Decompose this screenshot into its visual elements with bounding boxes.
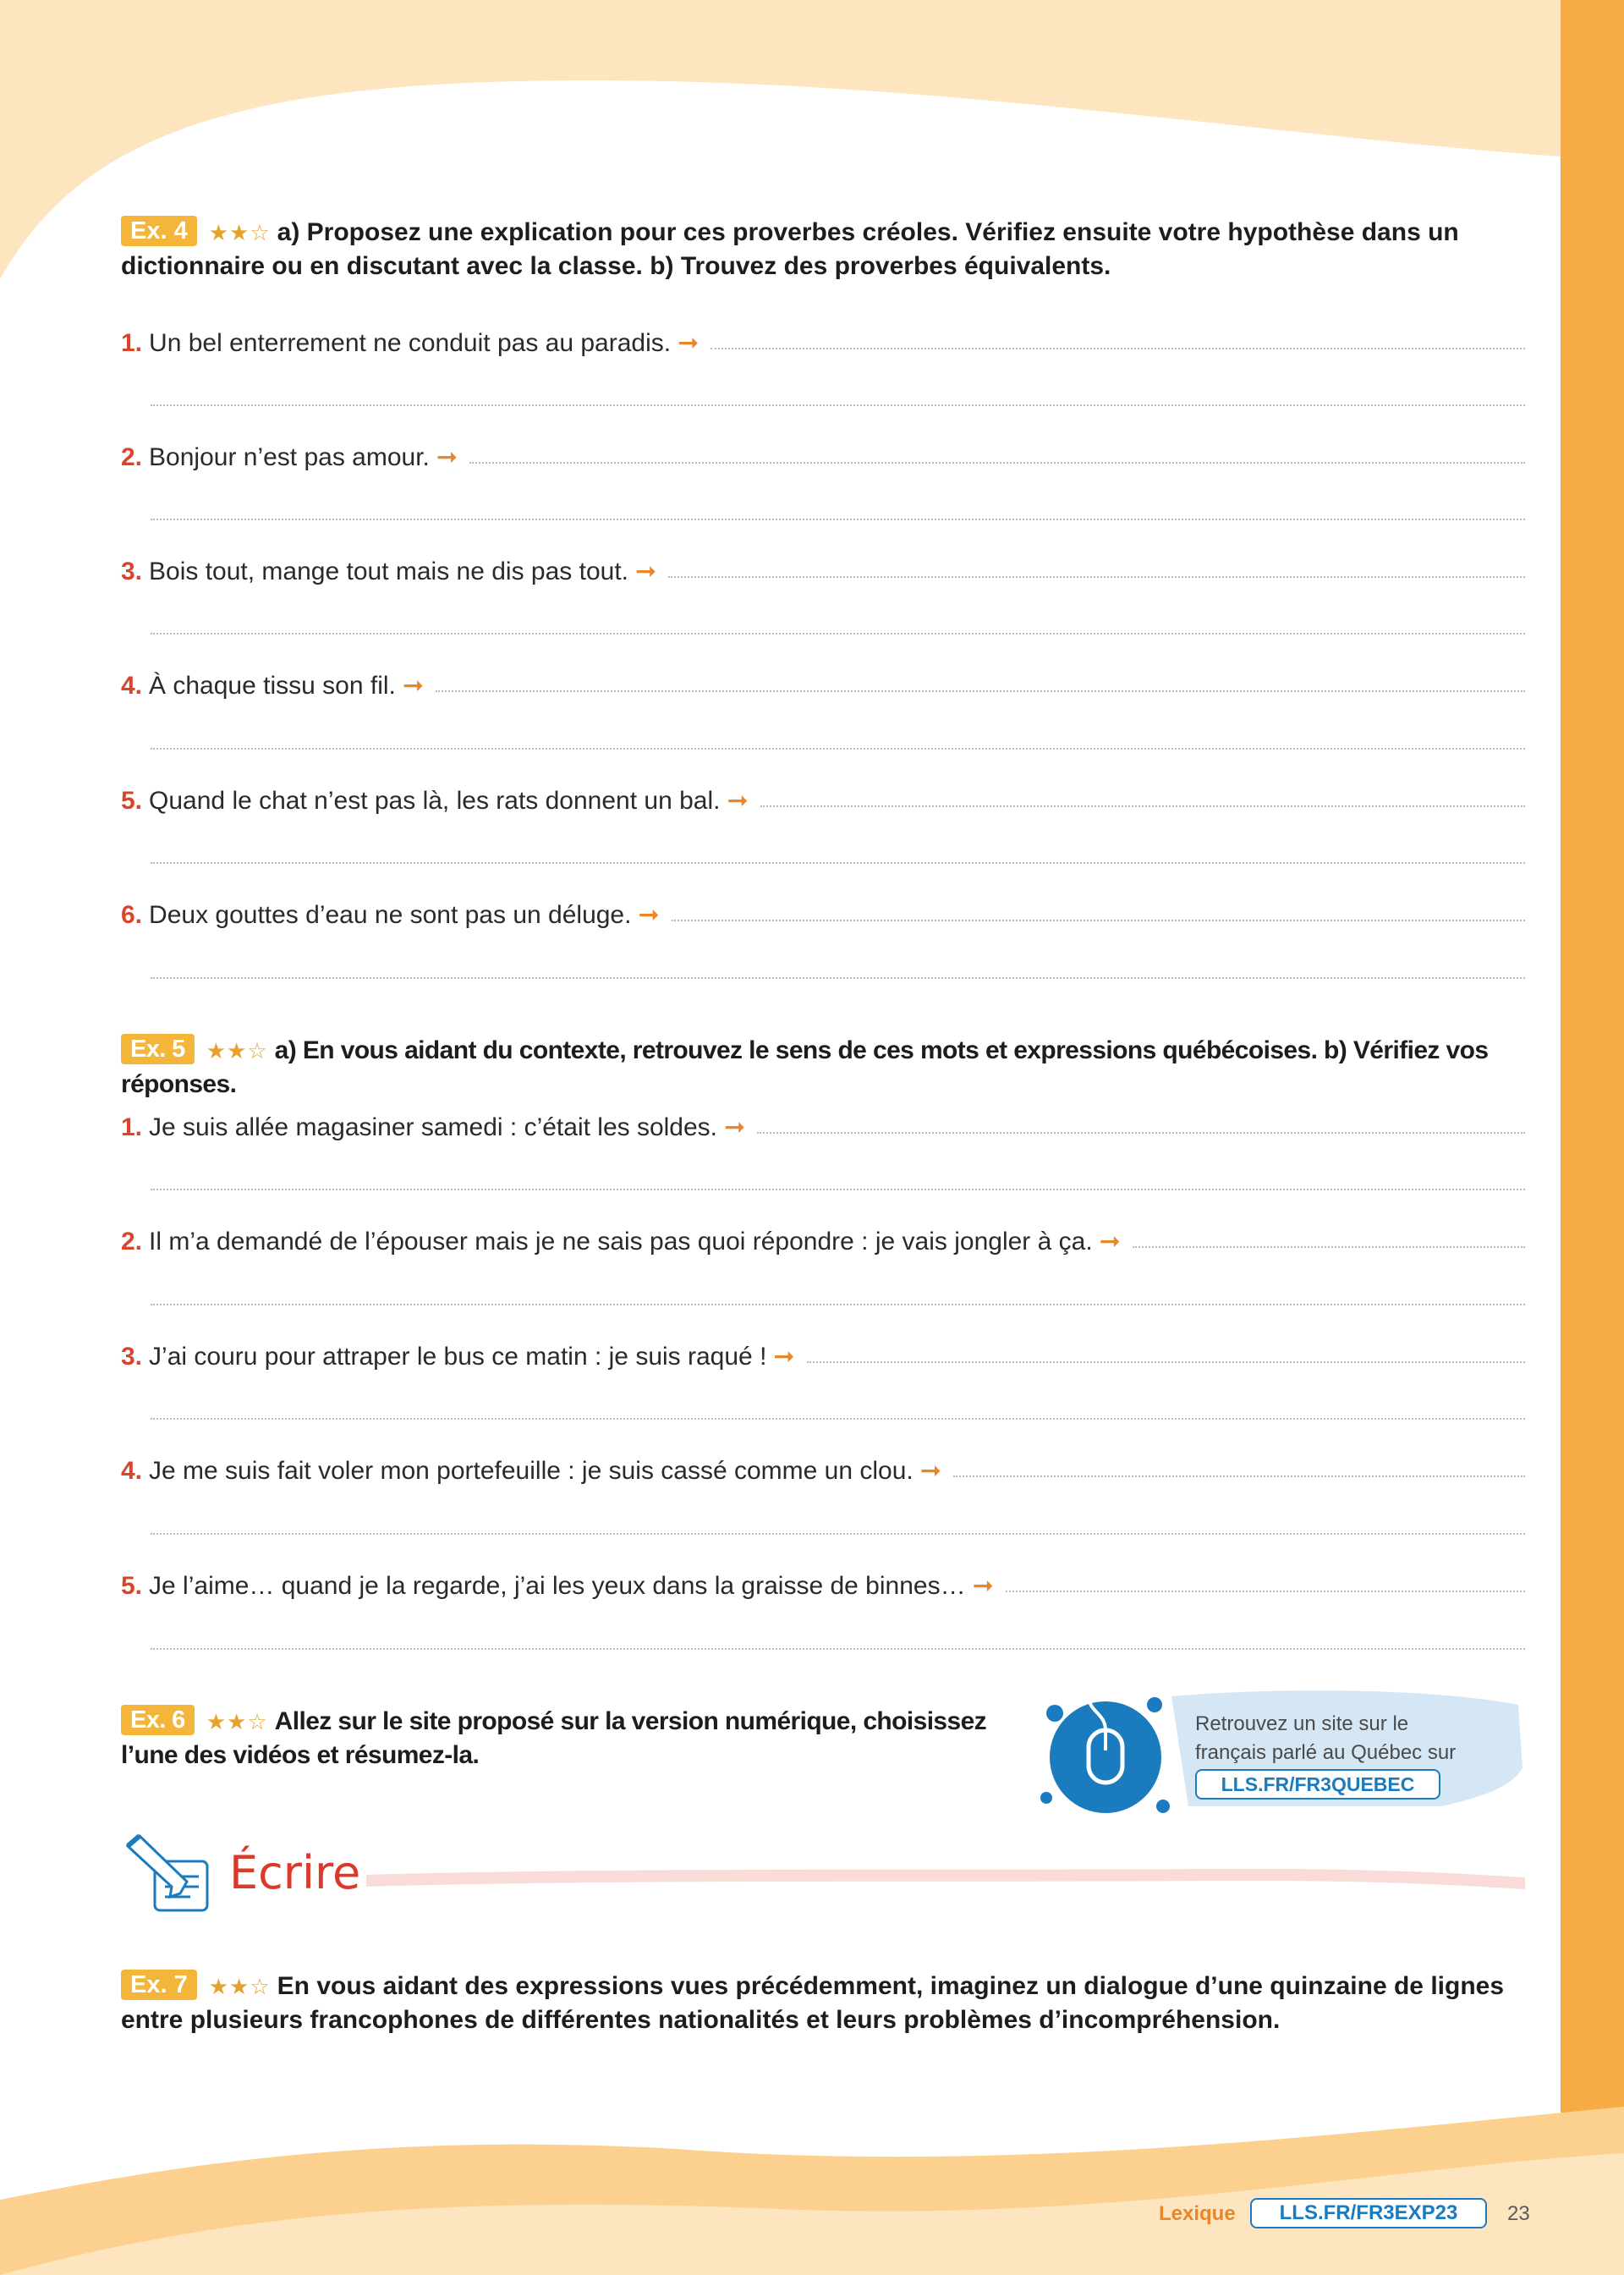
exercise-5-item-2: 2. Il m’a demandé de l’épouser mais je ne sais pas quoi répondre : je vais jongler à ça. ➞ bbox=[121, 1223, 1525, 1256]
answer-line[interactable] bbox=[151, 1418, 1525, 1420]
exercise-4-item-6: 6. Deux gouttes d’eau ne sont pas un déluge. ➞ bbox=[121, 896, 1525, 930]
exercise-5-item-4: 4. Je me suis fait voler mon portefeuille : je suis cassé comme un clou. ➞ bbox=[121, 1452, 1525, 1486]
arrow-right-icon: ➞ bbox=[638, 901, 660, 929]
answer-line[interactable] bbox=[151, 1533, 1525, 1535]
arrow-right-icon: ➞ bbox=[1099, 1228, 1121, 1256]
answer-line[interactable] bbox=[1006, 1591, 1525, 1592]
writing-pencil-icon bbox=[121, 1827, 231, 1921]
exercise-5-instructions: Ex. 5 ★★☆ a) En vous aidant du contexte, retrouvez le sens de ces mots et expressions québécoises. b) Vérifiez vos réponses. bbox=[121, 1036, 1489, 1098]
answer-line[interactable] bbox=[151, 1648, 1525, 1650]
exercise-6-badge: Ex. 6 bbox=[121, 1705, 195, 1735]
web-resource-line-2: français parlé au Québec sur bbox=[1195, 1741, 1457, 1764]
answer-line[interactable] bbox=[436, 690, 1525, 692]
web-resource-line-1: Retrouvez un site sur le bbox=[1195, 1712, 1409, 1735]
answer-line[interactable] bbox=[151, 977, 1525, 979]
exercise-5-badge: Ex. 5 bbox=[121, 1034, 195, 1064]
difficulty-stars-icon: ★★☆ bbox=[208, 1974, 271, 1999]
arrow-right-icon: ➞ bbox=[635, 558, 657, 585]
answer-line[interactable] bbox=[151, 1189, 1525, 1190]
exercise-4-instructions: Ex. 4 ★★☆ a) Proposez une explication pour ces proverbes créoles. Vérifiez ensuite votre hypothèse dans un dictionnaire ou en discutant avec la classe. b) Trouvez des proverbes équivalents. bbox=[121, 217, 1459, 280]
footer-link[interactable]: LLS.FR/FR3EXP23 bbox=[1250, 2198, 1487, 2228]
exercise-5-item-1: 1. Je suis allée magasiner samedi : c’était les soldes. ➞ bbox=[121, 1108, 1525, 1142]
section-title: Écrire bbox=[229, 1846, 361, 1899]
answer-line[interactable] bbox=[1133, 1246, 1525, 1248]
web-resource-box bbox=[1036, 1679, 1527, 1832]
arrow-right-icon: ➞ bbox=[919, 1457, 941, 1485]
arrow-right-icon: ➞ bbox=[436, 443, 458, 471]
difficulty-stars-icon: ★★☆ bbox=[206, 1709, 268, 1734]
footer-section-label: Lexique bbox=[1159, 2202, 1236, 2225]
mouse-splash-icon bbox=[1036, 1679, 1171, 1832]
answer-line[interactable] bbox=[151, 404, 1525, 406]
exercise-4-item-4: 4. À chaque tissu son fil. ➞ bbox=[121, 667, 1525, 701]
answer-line[interactable] bbox=[760, 805, 1525, 807]
difficulty-stars-icon: ★★☆ bbox=[208, 220, 271, 245]
answer-line[interactable] bbox=[807, 1361, 1525, 1363]
arrow-right-icon: ➞ bbox=[727, 787, 749, 815]
arrow-right-icon: ➞ bbox=[724, 1113, 746, 1141]
exercise-4-item-1: 1. Un bel enterrement ne conduit pas au paradis. ➞ bbox=[121, 324, 1525, 358]
answer-line[interactable] bbox=[710, 348, 1525, 349]
arrow-right-icon: ➞ bbox=[972, 1572, 994, 1600]
section-header-ecrire bbox=[121, 1827, 1525, 1921]
exercise-4-item-5: 5. Quand le chat n’est pas là, les rats donnent un bal. ➞ bbox=[121, 782, 1525, 816]
arrow-right-icon: ➞ bbox=[402, 672, 424, 700]
answer-line[interactable] bbox=[953, 1475, 1525, 1477]
page-number: 23 bbox=[1507, 2202, 1530, 2225]
answer-line[interactable] bbox=[672, 920, 1525, 921]
section-divider bbox=[366, 1868, 1525, 1893]
exercise-5-item-3: 3. J’ai couru pour attraper le bus ce matin : je suis raqué ! ➞ bbox=[121, 1338, 1525, 1371]
exercise-7-badge: Ex. 7 bbox=[121, 1970, 197, 2000]
exercise-4-item-2: 2. Bonjour n’est pas amour. ➞ bbox=[121, 438, 1525, 472]
answer-line[interactable] bbox=[151, 633, 1525, 635]
difficulty-stars-icon: ★★☆ bbox=[206, 1038, 268, 1063]
exercise-5-item-5: 5. Je l’aime… quand je la regarde, j’ai les yeux dans la graisse de binnes… ➞ bbox=[121, 1567, 1525, 1601]
arrow-right-icon: ➞ bbox=[678, 329, 700, 357]
answer-line[interactable] bbox=[151, 1304, 1525, 1305]
exercise-6-instructions: Ex. 6 ★★☆ Allez sur le site proposé sur la version numérique, choisissez l’une des vidéos et résumez-la. bbox=[121, 1706, 987, 1769]
web-resource-link[interactable]: LLS.FR/FR3QUEBEC bbox=[1195, 1769, 1440, 1800]
exercise-4-badge: Ex. 4 bbox=[121, 216, 197, 246]
answer-line[interactable] bbox=[469, 462, 1525, 464]
exercise-7-instructions: Ex. 7 ★★☆ En vous aidant des expressions vues précédemment, imaginez un dialogue d’une quinzaine de lignes entre plusieurs francophones de différentes nationalités et leurs problèmes d’incompréhension. bbox=[121, 1971, 1505, 2034]
answer-line[interactable] bbox=[151, 862, 1525, 864]
answer-line[interactable] bbox=[151, 748, 1525, 750]
answer-line[interactable] bbox=[151, 519, 1525, 520]
answer-line[interactable] bbox=[757, 1132, 1525, 1134]
answer-line[interactable] bbox=[668, 576, 1525, 578]
exercise-4-item-3: 3. Bois tout, mange tout mais ne dis pas tout. ➞ bbox=[121, 552, 1525, 586]
arrow-right-icon: ➞ bbox=[773, 1343, 795, 1371]
